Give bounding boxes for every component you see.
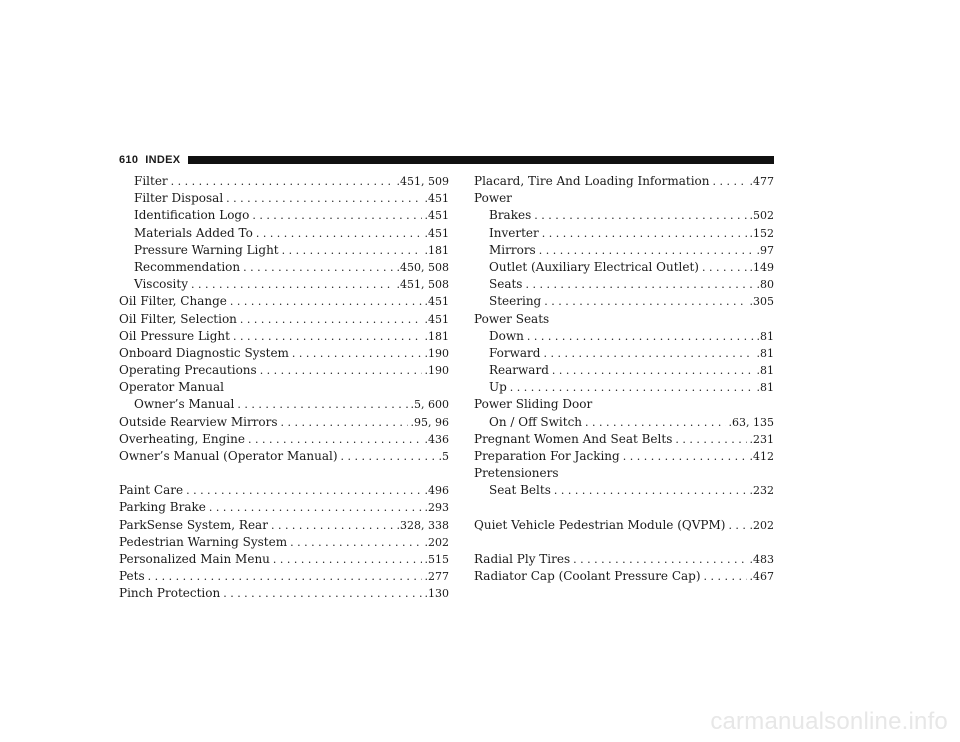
entry-page-ref: .149 — [749, 260, 774, 274]
entry-page-ref: .305 — [749, 295, 774, 309]
entry-page-ref: .496 — [424, 484, 449, 498]
entry-name: Brakes — [489, 208, 532, 223]
entry-page-ref: .202 — [424, 535, 449, 549]
entry-name: Outside Rearview Mirrors — [119, 414, 278, 429]
entry-page-ref: .277 — [424, 570, 449, 584]
dot-leader — [248, 431, 422, 448]
index-subentry — [474, 242, 774, 259]
entry-page-ref: .477 — [749, 175, 774, 188]
dot-leader — [281, 414, 408, 431]
index-subentry — [474, 482, 774, 499]
index-subentry — [119, 396, 449, 413]
entry-page-ref: .451 — [424, 209, 449, 223]
entry-page-ref: .181 — [424, 329, 449, 343]
dot-leader — [252, 207, 421, 224]
dot-leader — [237, 396, 407, 413]
dot-leader — [702, 259, 747, 276]
entry-page-ref: .81 — [756, 346, 774, 360]
dot-leader — [623, 448, 747, 465]
entry-name: Oil Filter, Selection — [119, 311, 237, 326]
entry-page-ref: .467 — [749, 569, 774, 583]
dot-leader — [543, 345, 753, 362]
index-entry — [119, 345, 449, 362]
entry-name: Oil Pressure Light — [119, 328, 230, 343]
entry-name: Inverter — [489, 225, 539, 240]
index-subentry — [119, 225, 449, 242]
dot-leader — [544, 293, 746, 310]
header-rule — [188, 156, 774, 164]
entry-page-ref: .502 — [749, 209, 774, 223]
index-entry — [474, 431, 774, 448]
index-subentry — [474, 225, 774, 242]
entry-page-ref: .232 — [749, 484, 774, 498]
entry-name: Owner’s Manual — [134, 397, 235, 412]
entry-page-ref: .451, 508 — [396, 278, 449, 292]
entry-gap — [474, 500, 774, 517]
index-entry — [119, 482, 449, 499]
entry-page-ref: .451 — [424, 192, 449, 206]
index-subentry — [119, 276, 449, 293]
entry-page-ref: .328, 338 — [396, 518, 449, 532]
dot-leader — [186, 482, 421, 499]
dot-leader — [273, 551, 422, 568]
index-entry — [474, 568, 774, 585]
entry-page-ref: .95, 96 — [410, 415, 449, 429]
entry-name: Owner’s Manual (Operator Manual) — [119, 449, 338, 463]
index-subentry — [474, 379, 774, 396]
entry-name: Onboard Diagnostic System — [119, 345, 289, 360]
entry-name: ParkSense System, Rear — [119, 517, 268, 532]
page-header — [119, 153, 774, 167]
dot-leader — [292, 345, 422, 362]
dot-leader — [271, 517, 394, 534]
entry-page-ref: .5 — [438, 450, 449, 463]
watermark: carmanualsonline.info — [710, 708, 948, 735]
entry-page-ref: .80 — [756, 278, 774, 292]
dot-leader — [554, 482, 747, 499]
dot-leader — [243, 259, 393, 276]
index-subentry — [119, 173, 449, 190]
entry-name: Operating Precautions — [119, 363, 257, 378]
dot-leader — [534, 207, 746, 224]
entry-name: Power — [474, 191, 512, 206]
entry-page-ref: .81 — [756, 364, 774, 378]
index-subentry — [474, 276, 774, 293]
entry-page-ref: .81 — [756, 381, 774, 395]
entry-name: Quiet Vehicle Pedestrian Module (QVPM) — [474, 517, 726, 532]
index-entry — [474, 517, 774, 534]
entry-name: Seat Belts — [489, 483, 551, 498]
index-entry — [474, 551, 774, 568]
index-column-right — [474, 173, 774, 585]
entry-name: Seats — [489, 277, 523, 292]
index-entry — [474, 190, 774, 207]
dot-leader — [573, 551, 746, 568]
entry-page-ref: .231 — [749, 432, 774, 446]
entry-name: Oil Filter, Change — [119, 294, 227, 309]
entry-page-ref: .190 — [424, 364, 449, 378]
index-subentry — [119, 242, 449, 259]
entry-name: Up — [489, 380, 507, 395]
index-subentry — [474, 328, 774, 345]
dot-leader — [552, 362, 754, 379]
entry-page-ref: .451, 509 — [396, 175, 449, 188]
index-subentry — [474, 362, 774, 379]
index-subentry — [119, 259, 449, 276]
entry-page-ref: .451 — [424, 226, 449, 240]
entry-name: Pedestrian Warning System — [119, 534, 288, 549]
index-entry — [474, 465, 774, 482]
entry-page-ref: .293 — [424, 501, 449, 515]
dot-leader — [539, 242, 754, 259]
entry-page-ref: .436 — [424, 432, 449, 446]
dot-leader — [209, 499, 422, 516]
entry-page-ref: .451 — [424, 312, 449, 326]
entry-name: Pinch Protection — [119, 586, 221, 601]
index-subentry — [119, 207, 449, 224]
dot-leader — [585, 414, 725, 431]
index-entry — [474, 448, 774, 465]
entry-name: Filter Disposal — [134, 191, 224, 206]
entry-page-ref: .190 — [424, 346, 449, 360]
dot-leader — [230, 293, 422, 310]
index-entry — [119, 311, 449, 328]
dot-leader — [148, 568, 422, 585]
entry-name: Down — [489, 328, 524, 343]
entry-name: Outlet (Auxiliary Electrical Outlet) — [489, 259, 699, 274]
entry-page-ref: .483 — [749, 552, 774, 566]
index-entry — [119, 362, 449, 379]
entry-page-ref: .412 — [749, 450, 774, 463]
entry-name: Viscosity — [134, 277, 188, 292]
entry-name: Overheating, Engine — [119, 431, 245, 446]
entry-name: Parking Brake — [119, 500, 206, 515]
index-entry — [474, 311, 774, 328]
dot-leader — [527, 328, 754, 345]
entry-page-ref: .5, 600 — [410, 398, 449, 412]
dot-leader — [675, 431, 746, 448]
entry-page-ref: .63, 135 — [728, 415, 774, 429]
dot-leader — [191, 276, 394, 293]
dot-leader — [223, 585, 421, 602]
dot-leader — [290, 534, 421, 551]
dot-leader — [525, 276, 753, 293]
entry-name: Mirrors — [489, 242, 536, 257]
dot-leader — [510, 379, 754, 396]
index-entry — [119, 517, 449, 534]
entry-page-ref: .450, 508 — [396, 260, 449, 274]
entry-page-ref: .130 — [424, 587, 449, 601]
index-entry — [119, 379, 449, 396]
index-subentry — [474, 414, 774, 431]
dot-leader — [542, 225, 747, 242]
entry-name: Forward — [489, 345, 541, 360]
entry-name: Preparation For Jacking — [474, 449, 620, 463]
entry-name: Identification Logo — [134, 208, 250, 223]
index-entry — [119, 414, 449, 431]
index-subentry — [474, 293, 774, 310]
index-entry — [119, 448, 449, 465]
index-entry — [474, 173, 774, 190]
dot-leader — [728, 517, 746, 534]
dot-leader — [233, 328, 422, 345]
entry-page-ref: .451 — [424, 295, 449, 309]
dot-leader — [226, 190, 421, 207]
entry-name: Pretensioners — [474, 466, 559, 481]
entry-name: Power Seats — [474, 311, 550, 326]
index-subentry — [119, 190, 449, 207]
entry-name: Personalized Main Menu — [119, 551, 270, 566]
entry-name: Materials Added To — [134, 225, 253, 240]
entry-name: Rearward — [489, 363, 549, 378]
entry-page-ref: .181 — [424, 243, 449, 257]
entry-name: Steering — [489, 294, 542, 309]
entry-name: Placard, Tire And Loading Information — [474, 174, 710, 188]
entry-name: Power Sliding Door — [474, 397, 593, 412]
index-entry — [119, 534, 449, 551]
entry-page-ref: .202 — [749, 518, 774, 532]
index-subentry — [474, 207, 774, 224]
index-entry — [119, 431, 449, 448]
index-entry — [119, 499, 449, 516]
index-column-left — [119, 173, 449, 603]
entry-page-ref: .81 — [756, 329, 774, 343]
entry-name: Operator Manual — [119, 380, 224, 395]
entry-gap — [119, 465, 449, 482]
entry-page-ref: .515 — [424, 552, 449, 566]
index-entry — [119, 328, 449, 345]
dot-leader — [240, 311, 422, 328]
entry-name: Radiator Cap (Coolant Pressure Cap) — [474, 568, 701, 583]
dot-leader — [171, 173, 394, 190]
index-entry — [119, 551, 449, 568]
dot-leader — [712, 173, 746, 190]
index-entry — [119, 293, 449, 310]
index-subentry — [474, 259, 774, 276]
section-title: INDEX — [145, 154, 181, 166]
index-subentry — [474, 345, 774, 362]
entry-page-ref: .152 — [749, 226, 774, 240]
page-number: 610 — [119, 154, 139, 166]
entry-name: Pregnant Women And Seat Belts — [474, 431, 673, 446]
entry-name: Recommendation — [134, 259, 241, 274]
dot-leader — [256, 225, 422, 242]
entry-name: On / Off Switch — [489, 414, 583, 429]
index-entry — [119, 585, 449, 602]
entry-name: Pets — [119, 569, 145, 584]
dot-leader — [282, 242, 422, 259]
dot-leader — [260, 362, 422, 379]
entry-gap — [474, 534, 774, 551]
dot-leader — [704, 568, 747, 585]
index-entry — [474, 396, 774, 413]
entry-name: Radial Ply Tires — [474, 551, 571, 566]
entry-page-ref: .97 — [756, 243, 774, 257]
entry-name: Filter — [134, 174, 168, 188]
entry-name: Paint Care — [119, 483, 184, 498]
index-entry — [119, 568, 449, 585]
dot-leader — [341, 448, 436, 465]
entry-name: Pressure Warning Light — [134, 242, 279, 257]
